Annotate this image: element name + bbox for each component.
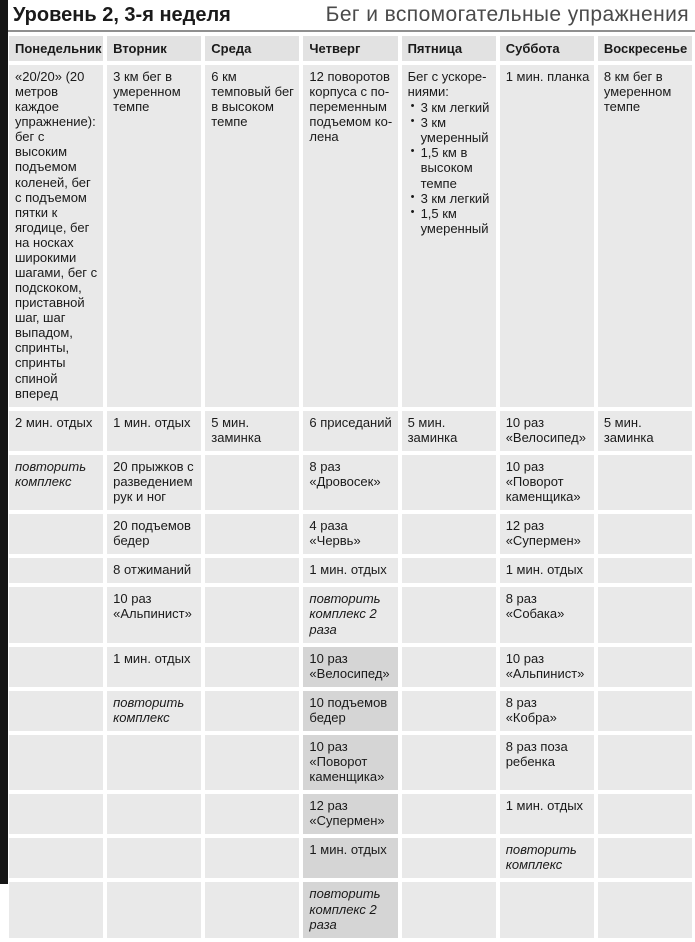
schedule-cell bbox=[303, 838, 397, 878]
table-row bbox=[9, 558, 692, 583]
bullet-list bbox=[408, 100, 492, 236]
schedule-cell bbox=[303, 455, 397, 510]
schedule-cell bbox=[402, 735, 496, 790]
schedule-cell bbox=[500, 587, 594, 642]
table-row bbox=[9, 838, 692, 878]
schedule-cell bbox=[500, 882, 594, 937]
cell-text: 10 подъемов бедер bbox=[309, 694, 388, 725]
cell-text: 1 мин. отдых bbox=[113, 650, 191, 666]
schedule-cell bbox=[107, 735, 201, 790]
schedule-table bbox=[5, 32, 695, 942]
schedule-cell bbox=[303, 411, 397, 451]
schedule-cell bbox=[303, 558, 397, 583]
weekday-header-row bbox=[9, 36, 692, 61]
schedule-cell bbox=[402, 882, 496, 937]
cell-text: повторить комплекс bbox=[113, 694, 185, 725]
cell-text: Бег с ускорениями: bbox=[407, 69, 487, 100]
schedule-cell bbox=[500, 794, 594, 834]
cell-text: 1 мин. планка bbox=[505, 69, 590, 84]
cell-text: 6 приседаний bbox=[309, 414, 392, 430]
schedule-cell bbox=[205, 558, 299, 583]
cell-text: 10 раз «Поворот каменщика» bbox=[309, 738, 385, 785]
list-item: • 1,5 км умеренный bbox=[408, 206, 492, 236]
schedule-cell bbox=[107, 838, 201, 878]
weekday-header-1: Вторник bbox=[107, 36, 201, 61]
schedule-cell bbox=[598, 735, 692, 790]
cell-text: повторить комплекс bbox=[505, 842, 577, 873]
schedule-cell bbox=[500, 735, 594, 790]
schedule-cell bbox=[303, 514, 397, 554]
weekday-header-5: Суббота bbox=[500, 36, 594, 61]
schedule-cell bbox=[402, 455, 496, 510]
schedule-cell bbox=[500, 647, 594, 687]
table-row bbox=[9, 882, 692, 937]
schedule-cell bbox=[500, 514, 594, 554]
page-title: Уровень 2, 3-я неделя bbox=[13, 4, 231, 26]
table-row bbox=[9, 735, 692, 790]
schedule-cell bbox=[598, 558, 692, 583]
table-row bbox=[9, 691, 692, 731]
schedule-head bbox=[9, 36, 692, 61]
cell-text: 4 раза «Червь» bbox=[309, 518, 361, 549]
schedule-cell bbox=[205, 691, 299, 731]
schedule-cell bbox=[107, 411, 201, 451]
cell-text: 1 мин. отдых bbox=[505, 798, 584, 814]
schedule-cell bbox=[500, 558, 594, 583]
cell-text: повторить комплекс 2 раза bbox=[309, 886, 381, 932]
schedule-cell bbox=[9, 411, 103, 451]
schedule-cell bbox=[402, 838, 496, 878]
title-bar bbox=[8, 0, 695, 32]
cell-text: 10 раз «Велосипед» bbox=[505, 414, 586, 445]
schedule-cell bbox=[500, 838, 594, 878]
schedule-cell bbox=[402, 647, 496, 687]
cell-text: 8 отжиманий bbox=[113, 562, 192, 578]
cell-text: 6 км темповый бег в высоком темпе bbox=[211, 69, 294, 130]
schedule-cell bbox=[598, 514, 692, 554]
weekday-header-3: Четверг bbox=[303, 36, 397, 61]
schedule-cell bbox=[402, 558, 496, 583]
table-row bbox=[9, 647, 692, 687]
schedule-cell bbox=[402, 587, 496, 642]
schedule-cell bbox=[107, 587, 201, 642]
cell-text: 1 мин. отдых bbox=[505, 562, 584, 578]
schedule-cell bbox=[598, 65, 692, 407]
schedule-cell bbox=[9, 514, 103, 554]
schedule-cell bbox=[107, 647, 201, 687]
cell-text: 12 раз «Супермен» bbox=[505, 518, 581, 549]
cell-text: 3 км бег в умеренном темпе bbox=[113, 69, 181, 115]
schedule-cell bbox=[9, 65, 103, 407]
schedule-cell bbox=[205, 882, 299, 937]
cell-text: 12 поворотов корпуса с попеременным подъемом колена bbox=[309, 69, 393, 145]
schedule-cell bbox=[107, 882, 201, 937]
schedule-cell bbox=[303, 65, 397, 407]
schedule-cell bbox=[402, 794, 496, 834]
cell-text: 10 раз «Альпинист» bbox=[113, 591, 192, 622]
cell-text: 12 раз «Супермен» bbox=[309, 798, 385, 829]
schedule-cell bbox=[598, 794, 692, 834]
page bbox=[8, 0, 695, 942]
weekday-header-0: Понедельник bbox=[9, 36, 103, 61]
cell-text: 8 раз «Дровосек» bbox=[309, 458, 381, 489]
schedule-cell bbox=[9, 558, 103, 583]
schedule-cell bbox=[500, 65, 594, 407]
list-item: • 1,5 км в высоком темпе bbox=[408, 145, 492, 190]
cell-text: 5 мин. заминка bbox=[211, 414, 262, 445]
schedule-cell bbox=[205, 735, 299, 790]
schedule-body bbox=[9, 65, 692, 938]
schedule-cell bbox=[107, 794, 201, 834]
table-row bbox=[9, 514, 692, 554]
schedule-cell bbox=[9, 882, 103, 937]
schedule-cell bbox=[500, 455, 594, 510]
schedule-cell bbox=[598, 587, 692, 642]
schedule-cell bbox=[303, 735, 397, 790]
cell-text: 10 раз «Велосипед» bbox=[309, 650, 390, 681]
list-item: • 3 км умеренный bbox=[408, 115, 492, 145]
table-row bbox=[9, 455, 692, 510]
schedule-cell bbox=[500, 691, 594, 731]
table-row bbox=[9, 587, 692, 642]
cell-text: 10 раз «Альпинист» bbox=[505, 650, 585, 681]
cell-text: повторить комплекс bbox=[15, 458, 87, 489]
schedule-cell bbox=[402, 411, 496, 451]
cell-text: 1 мин. отдых bbox=[309, 562, 387, 578]
schedule-cell bbox=[9, 587, 103, 642]
list-item: • 3 км легкий bbox=[408, 100, 492, 115]
schedule-cell bbox=[107, 514, 201, 554]
schedule-cell bbox=[9, 735, 103, 790]
schedule-cell bbox=[303, 691, 397, 731]
cell-text: 5 мин. заминка bbox=[603, 414, 654, 445]
schedule-cell bbox=[205, 838, 299, 878]
schedule-cell bbox=[107, 691, 201, 731]
cell-text: 8 раз «Кобра» bbox=[505, 694, 557, 725]
page-subtitle: Бег и вспомогательные упражнения bbox=[325, 3, 689, 26]
schedule-cell bbox=[303, 647, 397, 687]
cell-text: 5 мин. заминка bbox=[407, 414, 458, 445]
schedule-cell bbox=[598, 691, 692, 731]
cell-text: 20 прыжков с разведением рук и ног bbox=[113, 458, 194, 505]
cell-text: 2 мин. отдых bbox=[15, 414, 93, 430]
schedule-cell bbox=[598, 411, 692, 451]
cell-text: 1 мин. отдых bbox=[309, 842, 387, 858]
schedule-cell bbox=[205, 794, 299, 834]
schedule-cell bbox=[500, 411, 594, 451]
schedule-cell bbox=[598, 647, 692, 687]
cell-text: 10 раз «Поворот каменщика» bbox=[505, 458, 581, 505]
schedule-cell bbox=[402, 65, 496, 407]
cell-text: 8 км бег в умеренном темпе bbox=[603, 69, 672, 115]
schedule-cell bbox=[598, 838, 692, 878]
schedule-cell bbox=[9, 455, 103, 510]
table-row bbox=[9, 411, 692, 451]
schedule-cell bbox=[9, 691, 103, 731]
schedule-cell bbox=[205, 647, 299, 687]
schedule-cell bbox=[107, 455, 201, 510]
schedule-cell bbox=[205, 65, 299, 407]
schedule-cell bbox=[402, 514, 496, 554]
cell-text: 8 раз «Собака» bbox=[505, 591, 565, 622]
cell-text: 20 подъемов бедер bbox=[113, 518, 191, 549]
schedule-cell bbox=[9, 647, 103, 687]
list-item: • 3 км легкий bbox=[408, 191, 492, 206]
schedule-cell bbox=[598, 882, 692, 937]
weekday-header-2: Среда bbox=[205, 36, 299, 61]
schedule-cell bbox=[9, 794, 103, 834]
schedule-cell bbox=[205, 587, 299, 642]
schedule-cell bbox=[402, 691, 496, 731]
cell-text: «20/20» (20 метров каждое упражнение): бег с высоким подъемом коленей, бег с подъемом пятки к ягодице, бег на носках широкими шагами, бег с подскоком, приставной шаг, шаг выпадом, спринты, спринты спиной вперед bbox=[15, 69, 98, 401]
schedule-cell bbox=[303, 882, 397, 937]
schedule-cell bbox=[205, 514, 299, 554]
schedule-cell bbox=[107, 558, 201, 583]
schedule-cell bbox=[303, 587, 397, 642]
cell-text: 1 мин. отдых bbox=[113, 414, 191, 430]
page-left-bar bbox=[0, 0, 8, 884]
table-row bbox=[9, 794, 692, 834]
schedule-cell bbox=[205, 455, 299, 510]
schedule-cell bbox=[107, 65, 201, 407]
schedule-cell bbox=[598, 455, 692, 510]
cell-text: повторить комплекс 2 раза bbox=[309, 591, 381, 637]
weekday-header-4: Пятница bbox=[402, 36, 496, 61]
schedule-cell bbox=[9, 838, 103, 878]
table-row bbox=[9, 65, 692, 407]
schedule-cell bbox=[303, 794, 397, 834]
schedule-cell bbox=[205, 411, 299, 451]
cell-text: 8 раз поза ребенка bbox=[505, 738, 568, 769]
weekday-header-6: Воскресенье bbox=[598, 36, 692, 61]
